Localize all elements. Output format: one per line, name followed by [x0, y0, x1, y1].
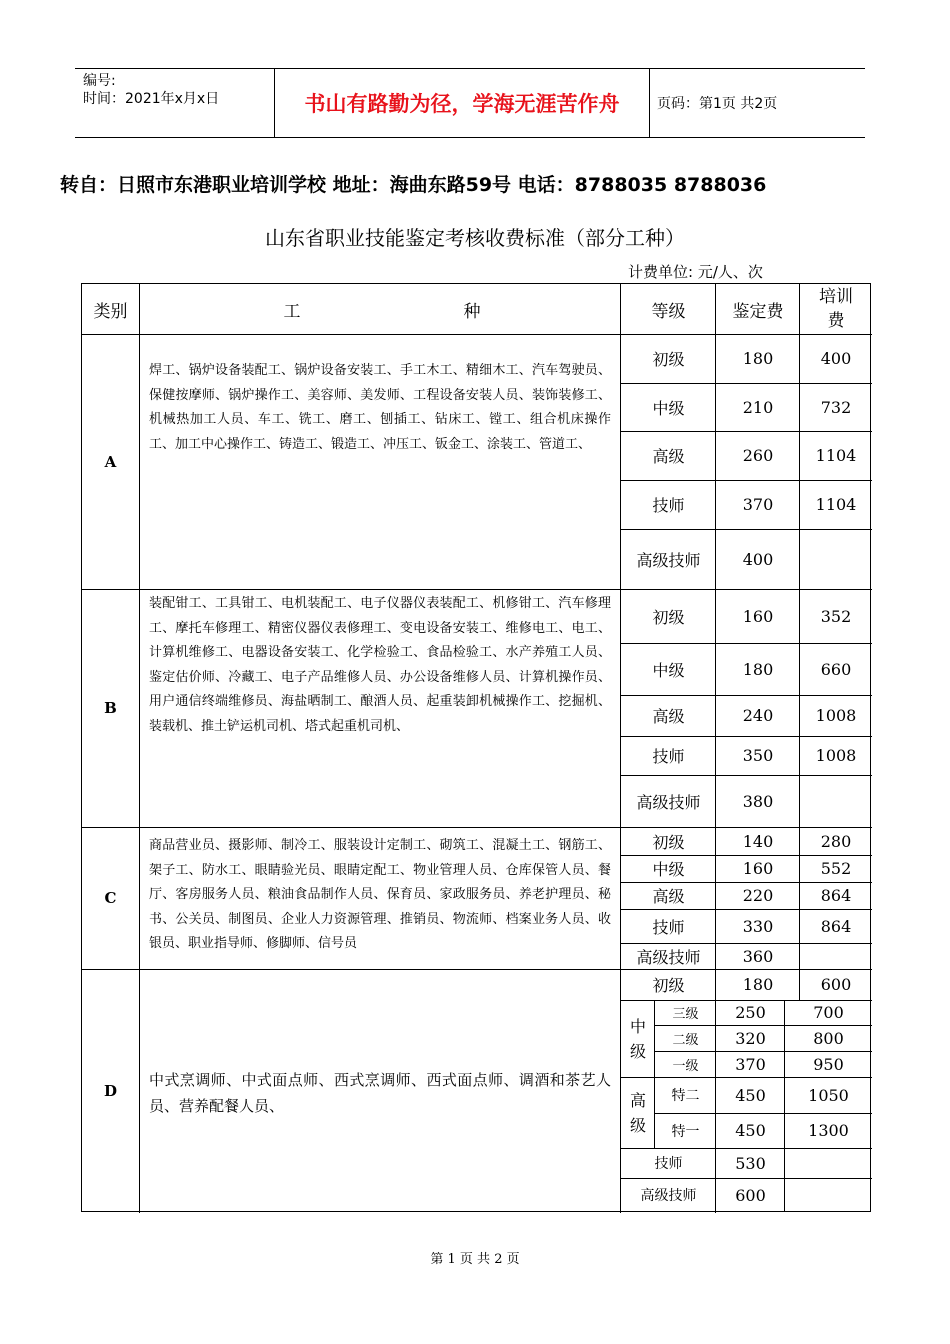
fee-d-middle-3: 250 [735, 1003, 766, 1022]
divider-v [715, 284, 716, 969]
level-b-row-3: 高级 [652, 707, 685, 726]
fee-c-row-5: 360 [742, 946, 774, 966]
level-b-row-1: 初级 [652, 607, 685, 627]
category-b: B [104, 699, 117, 717]
level-b-row-4: 技师 [652, 747, 685, 766]
training-d-senior-technician [785, 1178, 872, 1212]
fee-a-row-3: 260 [742, 446, 774, 465]
level-a-row-4: 技师 [652, 496, 685, 515]
level-c-row-5: 高级技师 [636, 947, 701, 967]
category-a: A [104, 452, 117, 471]
training-a-row-5 [800, 529, 872, 589]
divider-h [620, 882, 872, 883]
divider-h [620, 480, 872, 481]
fee-d-high-special2: 450 [735, 1085, 766, 1105]
divider-v [620, 284, 621, 1213]
job-list-b: 装配钳工、工具钳工、电机装配工、电子仪器仪表装配工、机修钳工、汽车修理工、摩托车修理工、精密仪器仪表修理工、变电设备安装工、维修电工、电工、计算机维修工、电器设备安装工、化学检验工、食品检验工、水产养殖工人员、鉴定估价师、冷藏工、电子产品维修人员、办公设备维修人员、计算机操作员、用户通信终端维修员、海盐晒制工、酿酒人员、起重装卸机械操作工、挖掘机、装载机、推土铲运机司机、塔式起重机司机、 [149, 596, 611, 734]
level-d-technician: 技师 [654, 1156, 683, 1172]
divider-h [82, 589, 872, 590]
fee-b-row-4: 350 [742, 746, 774, 765]
level-d-middle: 中级 [629, 1016, 646, 1061]
divider-h [82, 969, 872, 970]
sublevel-d-middle-2: 二级 [672, 1032, 699, 1048]
header-level: 等级 [651, 301, 686, 322]
header-assessment-fee: 鉴定费 [732, 301, 784, 322]
divider-v [139, 284, 140, 1213]
header-category: 类别 [93, 301, 128, 322]
divider-h [654, 1113, 872, 1114]
level-a-row-3: 高级 [652, 447, 685, 466]
fee-c-row-2: 160 [742, 859, 774, 878]
training-b-row-2: 660 [820, 659, 852, 679]
divider-h [620, 643, 872, 644]
training-d-middle-3: 700 [813, 1003, 844, 1022]
job-list-d: 中式烹调师、中式面点师、西式烹调师、西式面点师、调酒和茶艺人员、营养配餐人员、 [149, 1071, 611, 1115]
sublevel-d-high-special2: 特二 [671, 1088, 700, 1104]
divider-h [620, 529, 872, 530]
divider-h [620, 383, 872, 384]
fee-b-row-5: 380 [742, 791, 774, 811]
training-d-technician [785, 1148, 872, 1178]
fee-d-middle-2: 320 [735, 1028, 766, 1048]
level-a-row-2: 中级 [652, 398, 685, 418]
billing-unit: 计费单位: 元/人、次 [628, 263, 763, 281]
training-c-row-1: 280 [820, 831, 852, 851]
divider-h [82, 334, 872, 335]
training-c-row-4: 864 [820, 916, 852, 936]
divider-v [654, 1000, 655, 1148]
training-c-row-2: 552 [820, 859, 852, 878]
header-motto: 书山有路勤为径，学海无涯苦作舟 [275, 69, 650, 137]
fee-c-row-4: 330 [742, 916, 774, 936]
divider-v [784, 1000, 785, 1212]
divider-h [620, 431, 872, 432]
training-d-primary: 600 [820, 975, 852, 994]
training-a-row-2: 732 [820, 397, 852, 417]
sublevel-d-middle-1: 一级 [672, 1058, 699, 1074]
divider-h [620, 855, 872, 856]
training-b-row-3: 1008 [815, 706, 857, 725]
training-a-row-3: 1104 [815, 446, 857, 465]
training-c-row-5 [800, 943, 872, 969]
category-d: D [103, 1081, 117, 1100]
page-footer: 第 1 页 共 2 页 [430, 1252, 520, 1267]
training-d-high-special1: 1300 [808, 1121, 849, 1140]
fee-d-technician: 530 [735, 1153, 766, 1173]
level-c-row-3: 高级 [652, 887, 685, 906]
divider-h [620, 1077, 872, 1078]
header-page-number: 页码：第1页 共2页 [657, 96, 778, 112]
sublevel-d-middle-3: 三级 [672, 1007, 699, 1022]
job-list-a: 焊工、锅炉设备装配工、锅炉设备安装工、手工木工、精细木工、汽车驾驶员、保健按摩师、锅炉操作工、美容师、美发师、工程设备安装人员、装饰装修工、机械热加工人员、车工、铣工、磨工、刨插工、钻床工、镗工、组合机床操作工、加工中心操作工、铸造工、锻造工、冲压工、钣金工、涂装工、管道工、 [149, 363, 611, 452]
header-job-part1: 工 [283, 301, 301, 322]
header-meta [75, 69, 275, 137]
level-a-row-5: 高级技师 [636, 550, 701, 570]
level-c-row-1: 初级 [652, 832, 685, 852]
fee-d-middle-1: 370 [735, 1054, 766, 1074]
divider-v [715, 969, 716, 1213]
divider-h [620, 1000, 872, 1001]
level-d-primary: 初级 [652, 976, 685, 995]
document-time: 时间：2021年x月x日 [83, 91, 220, 107]
fee-c-row-3: 220 [742, 886, 774, 905]
divider-h [620, 1178, 872, 1179]
fee-a-row-1: 180 [742, 349, 774, 368]
training-b-row-4: 1008 [815, 746, 857, 765]
fee-b-row-3: 240 [742, 706, 774, 725]
divider-v [799, 969, 800, 1000]
fee-d-senior-technician: 600 [735, 1185, 766, 1205]
fee-c-row-1: 140 [742, 831, 774, 851]
divider-h [620, 1148, 872, 1149]
source-line: 转自：日照市东港职业培训学校 地址：海曲东路59号 电话：8788035 8788036 [60, 174, 767, 196]
level-b-row-5: 高级技师 [636, 792, 701, 812]
fee-d-primary: 180 [742, 975, 774, 994]
divider-h [620, 736, 872, 737]
level-c-row-4: 技师 [652, 917, 685, 937]
training-a-row-1: 400 [820, 349, 852, 368]
fee-a-row-5: 400 [742, 549, 774, 569]
divider-h [620, 909, 872, 910]
divider-h [82, 827, 872, 828]
fee-b-row-1: 160 [742, 606, 774, 626]
divider-h [620, 943, 872, 944]
divider-h [654, 1051, 872, 1052]
divider-h [620, 775, 872, 776]
training-b-row-1: 352 [820, 606, 852, 626]
training-c-row-3: 864 [820, 886, 852, 905]
divider-h [620, 695, 872, 696]
training-d-middle-1: 950 [813, 1054, 844, 1074]
document-title: 山东省职业技能鉴定考核收费标准（部分工种） [265, 226, 685, 250]
fee-d-high-special1: 450 [735, 1121, 766, 1140]
job-list-c: 商品营业员、摄影师、制冷工、服装设计定制工、砌筑工、混凝土工、钢筋工、架子工、防水工、眼睛验光员、眼睛定配工、物业管理人员、仓库保管人员、餐厅、客房服务人员、粮油食品制作人员、保育员、家政服务员、养老护理员、秘书、公关员、制图员、企业人力资源管理、推销员、物流师、档案业务人员、收银员、职业指导师、修脚师、信号员 [149, 838, 611, 951]
level-c-row-2: 中级 [652, 860, 685, 879]
document-header [75, 68, 865, 138]
divider-v [799, 284, 800, 969]
fee-b-row-2: 180 [742, 659, 774, 679]
header-job-part2: 种 [463, 301, 481, 322]
document-number: 编号: [83, 73, 116, 89]
fee-a-row-4: 370 [742, 495, 774, 514]
training-d-middle-2: 800 [813, 1028, 844, 1048]
training-b-row-5 [800, 775, 872, 827]
sublevel-d-high-special1: 特一 [671, 1123, 700, 1140]
header-training-fee: 培训费 [819, 287, 853, 331]
training-a-row-4: 1104 [815, 495, 857, 514]
level-d-senior-technician: 高级技师 [640, 1188, 697, 1204]
level-d-high: 高级 [629, 1090, 646, 1135]
level-a-row-1: 初级 [652, 350, 685, 369]
fee-a-row-2: 210 [742, 397, 774, 417]
training-d-high-special2: 1050 [808, 1085, 849, 1105]
category-c: C [104, 889, 117, 907]
fee-table [81, 283, 871, 1212]
level-b-row-2: 中级 [652, 660, 685, 680]
divider-h [654, 1025, 872, 1026]
